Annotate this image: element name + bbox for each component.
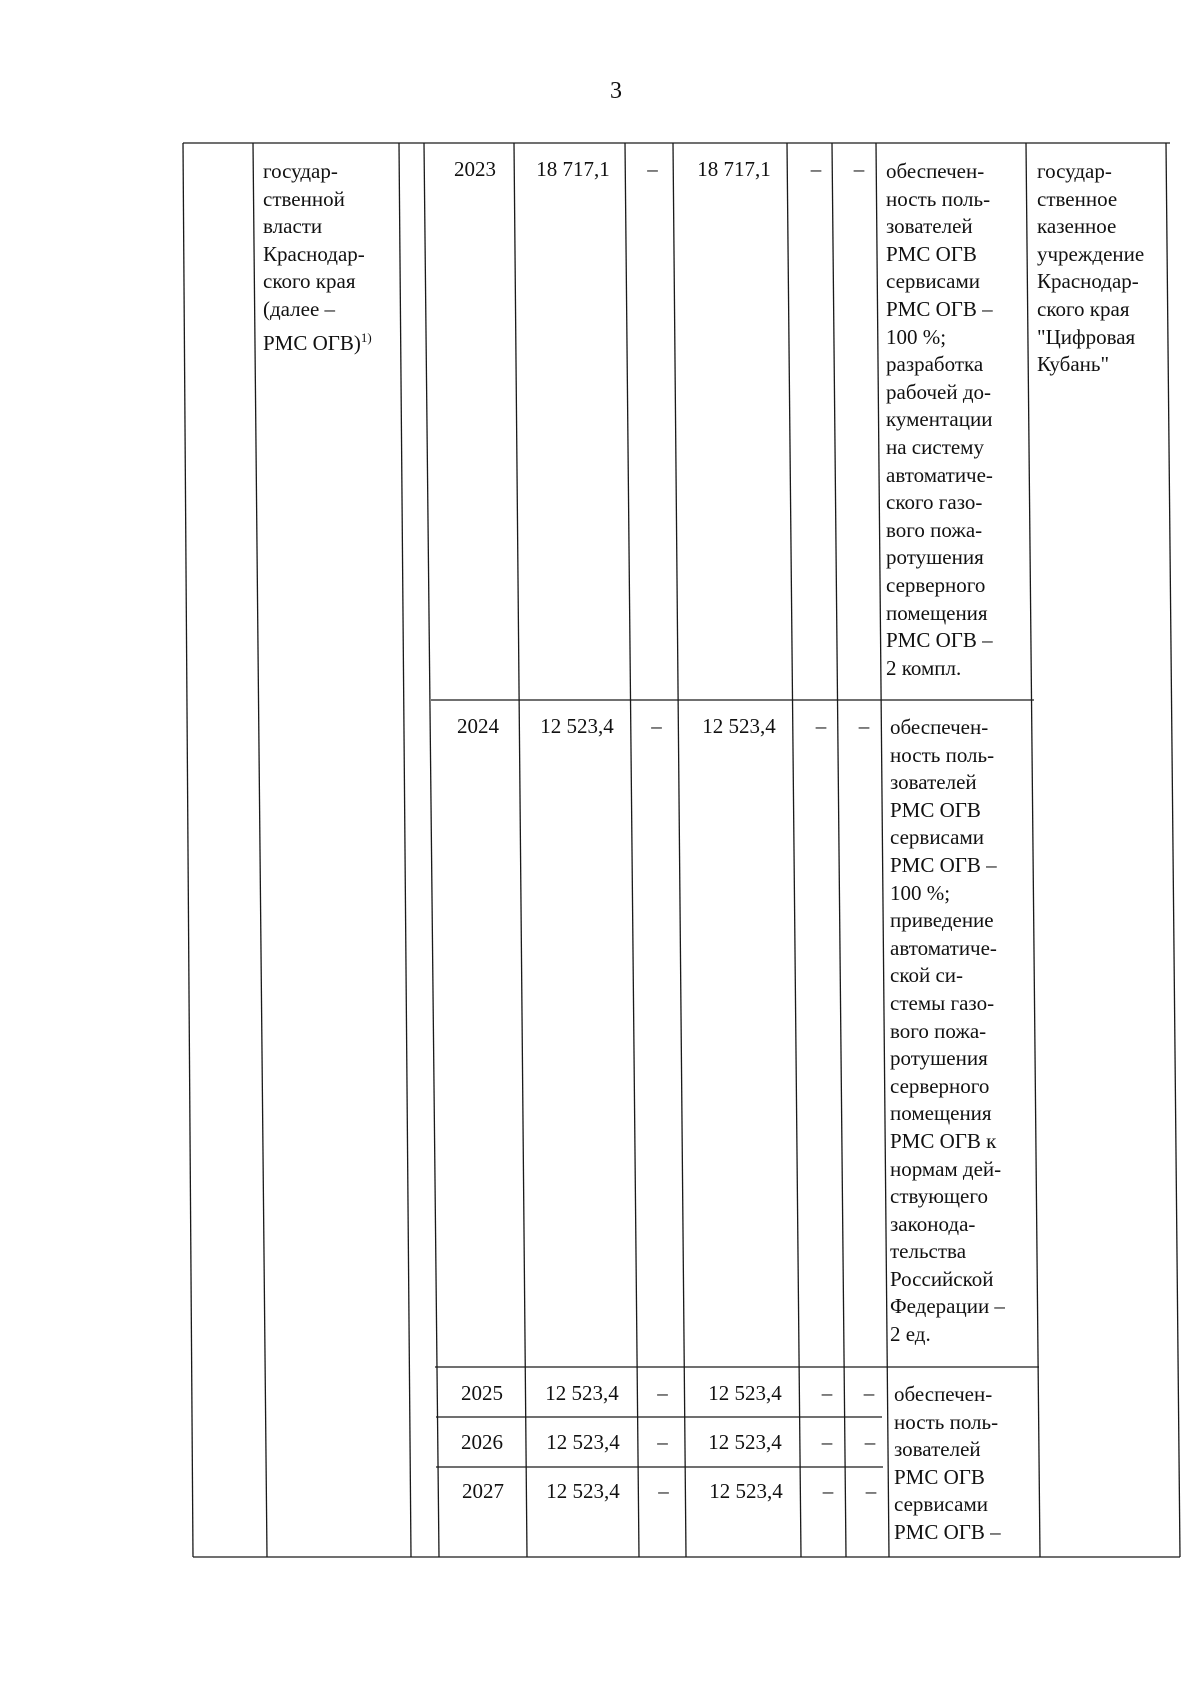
col3-2023: 18 717,1 [697, 157, 771, 181]
footnote-mark: 1) [360, 329, 372, 345]
col3-2027: 12 523,4 [709, 1479, 783, 1503]
col4-2025: – [821, 1381, 833, 1405]
col2-2023: – [647, 157, 658, 181]
year-2023: 2023 [454, 157, 496, 181]
program-name-text: государ- ственной власти Краснодар- ского края (далее – РМС ОГВ) [263, 159, 365, 355]
year-2025: 2025 [461, 1381, 503, 1405]
year-2024: 2024 [457, 714, 499, 738]
program-name-cell [263, 158, 372, 357]
executor-cell: государ- ственное казенное учреждение Краснодар- ского края "Цифровая Кубань" [1037, 159, 1145, 377]
year-2027: 2027 [462, 1479, 504, 1503]
col5-2024: – [858, 714, 870, 738]
col2-2025: – [657, 1381, 668, 1405]
col4-2026: – [821, 1430, 833, 1454]
result-2025-2027: обеспечен- ность поль- зователей РМС ОГВ сервисами РМС ОГВ – [894, 1382, 1001, 1544]
total-2027: 12 523,4 [546, 1479, 620, 1503]
col4-2024: – [815, 714, 827, 738]
year-2026: 2026 [461, 1430, 503, 1454]
col4-2023: – [810, 157, 822, 181]
col2-2024: – [651, 714, 662, 738]
col3-2025: 12 523,4 [708, 1381, 782, 1405]
col2-2027: – [658, 1479, 669, 1503]
result-2023: обеспечен- ность поль- зователей РМС ОГВ сервисами РМС ОГВ – 100 %; разработка рабочей до- кументации на систему автоматиче- ского газо- вого пожа- ротушения серверного помещения РМС ОГВ – 2 компл. [886, 159, 993, 680]
col5-2023: – [853, 157, 865, 181]
total-2026: 12 523,4 [546, 1430, 620, 1454]
col3-2026: 12 523,4 [708, 1430, 782, 1454]
col3-2024: 12 523,4 [702, 714, 776, 738]
result-2024: обеспечен- ность поль- зователей РМС ОГВ сервисами РМС ОГВ – 100 %; приведение автоматиче- ской си- стемы газо- вого пожа- ротушения серверного помещения РМС ОГВ к нормам дей- ствующего законода- тельства Российской Федерации – 2 ед. [890, 715, 1005, 1347]
col5-2027: – [865, 1479, 877, 1503]
total-2025: 12 523,4 [545, 1381, 619, 1405]
total-2024: 12 523,4 [540, 714, 614, 738]
col2-2026: – [657, 1430, 668, 1454]
col5-2025: – [863, 1381, 875, 1405]
page-number: 3 [610, 78, 622, 104]
col5-2026: – [864, 1430, 876, 1454]
col4-2027: – [822, 1479, 834, 1503]
total-2023: 18 717,1 [536, 157, 610, 181]
